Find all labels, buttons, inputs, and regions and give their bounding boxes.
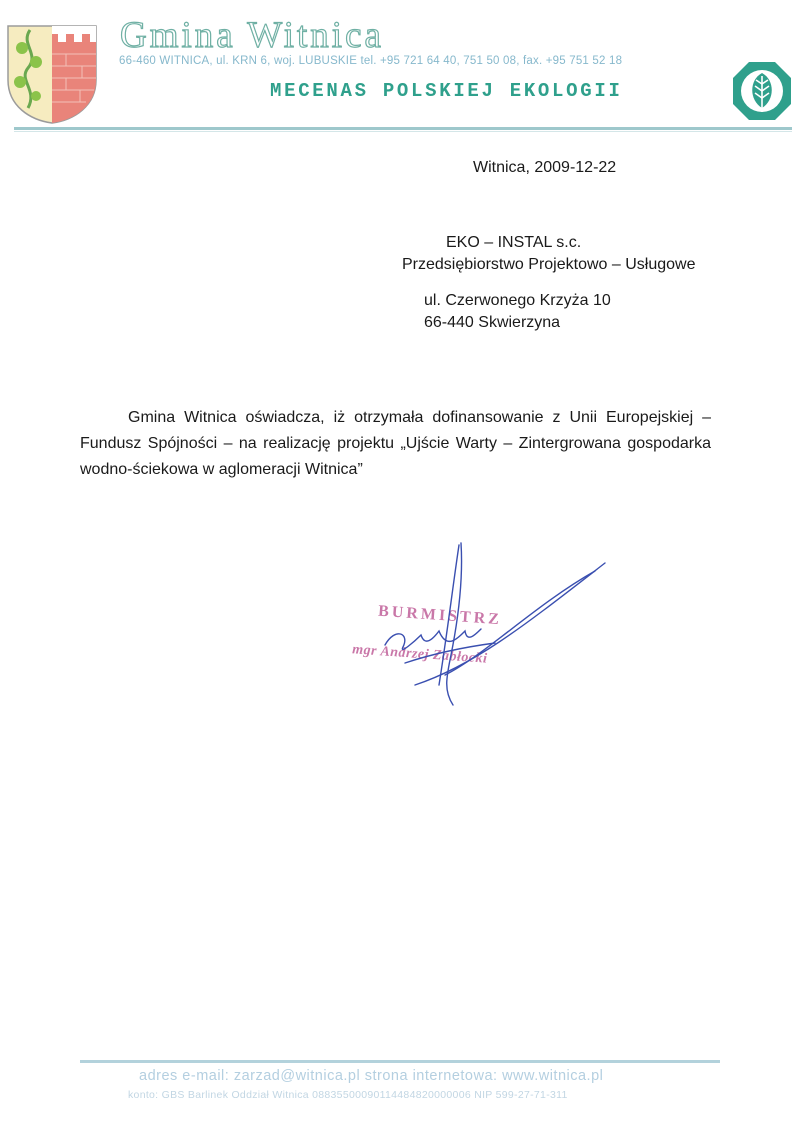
header-divider [14, 127, 792, 130]
stamp-name: mgr Andrzej Zabłocki [351, 642, 488, 667]
recipient-company-type: Przedsiębiorstwo Projektowo – Usługowe [402, 256, 696, 273]
recipient-city: 66-440 Skwierzyna [424, 314, 561, 331]
header-motto: MECENAS POLSKIEJ EKOLOGII [270, 80, 623, 102]
coat-of-arms-icon [6, 24, 98, 124]
stamp-title: BURMISTRZ [377, 602, 503, 629]
footer-bank-details: konto: GBS Barlinek Oddział Witnica 08835500090114484820000006 NIP 599-27-71-311 [128, 1089, 568, 1101]
municipality-title: Gmina Witnica [120, 15, 384, 56]
recipient-company: EKO – INSTAL s.c. [446, 234, 582, 251]
header-divider-thin [14, 131, 792, 132]
letter-body: Gmina Witnica oświadcza, iż otrzymała dofinansowanie z Unii Europejskiej – Fundusz Spójności – na realizację projektu „Ujście Warty – Zintergrowana gospodarka wodno-ściekowa w aglomeracji Witnica” [80, 409, 711, 478]
header-address: 66-460 WITNICA, ul. KRN 6, woj. LUBUSKIE tel. +95 721 64 40, 751 50 08, fax. +95 751 52 18 [119, 55, 623, 67]
leaf-emblem-icon [731, 60, 793, 122]
footer-divider [80, 1060, 720, 1063]
footer-contact: adres e-mail: zarzad@witnica.pl strona internetowa: www.witnica.pl [139, 1068, 604, 1084]
recipient-street: ul. Czerwonego Krzyża 10 [424, 292, 611, 309]
letter-date: Witnica, 2009-12-22 [473, 159, 617, 176]
signature [355, 535, 615, 715]
